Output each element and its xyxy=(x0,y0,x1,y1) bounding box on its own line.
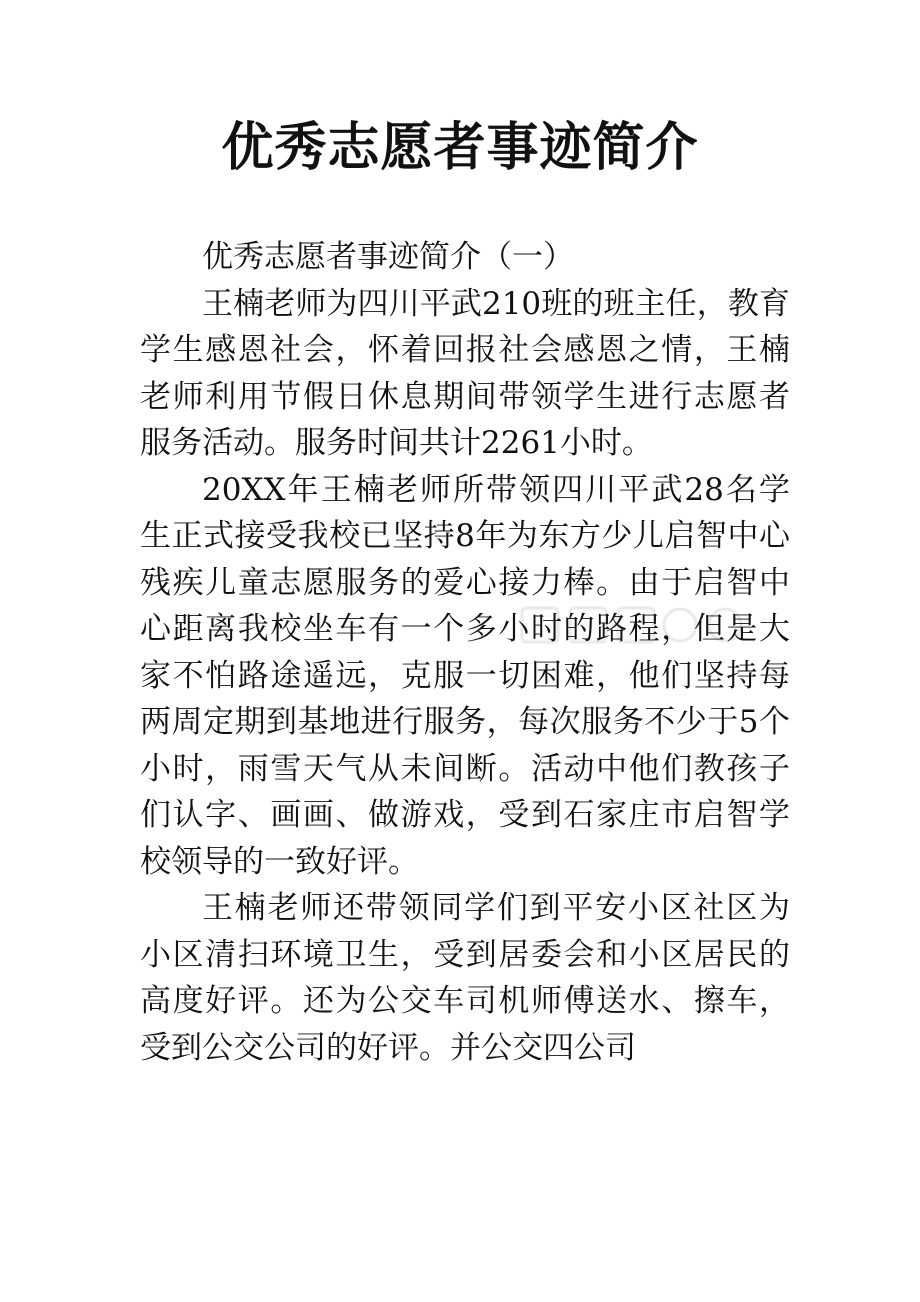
paragraph: 王楠老师还带领同学们到平安小区社区为小区清扫环境卫生，受到居委会和小区居民的高度好评。还为公交车司机师傅送水、擦车，受到公交公司的好评。并公交四公司 xyxy=(140,890,790,1066)
document-body xyxy=(140,234,790,1071)
paragraph: 王楠老师为四川平武210班的班主任，教育学生感恩社会，怀着回报社会感恩之情，王楠老师利用节假日休息期间带领学生进行志愿者服务活动。服务时间共计2261小时。 xyxy=(140,285,790,461)
document-title: 优秀志愿者事迹简介 xyxy=(221,117,699,178)
paragraph: 20XX年王楠老师所带领四川平武28名学生正式接受我校已坚持8年为东方少儿启智中心残疾儿童志愿服务的爱心接力棒。由于启智中心距离我校坐车有一个多小时的路程，但是大家不怕路途遥远，克服一切困难，他们坚持每两周定期到基地进行服务，每次服务不少于5个小时，雨雪天气从未间断。活动中他们教孩子们认字、画画、做游戏，受到石家庄市启智学校领导的一致好评。 xyxy=(140,471,790,880)
section-heading: 优秀志愿者事迹简介（一） xyxy=(202,239,574,275)
